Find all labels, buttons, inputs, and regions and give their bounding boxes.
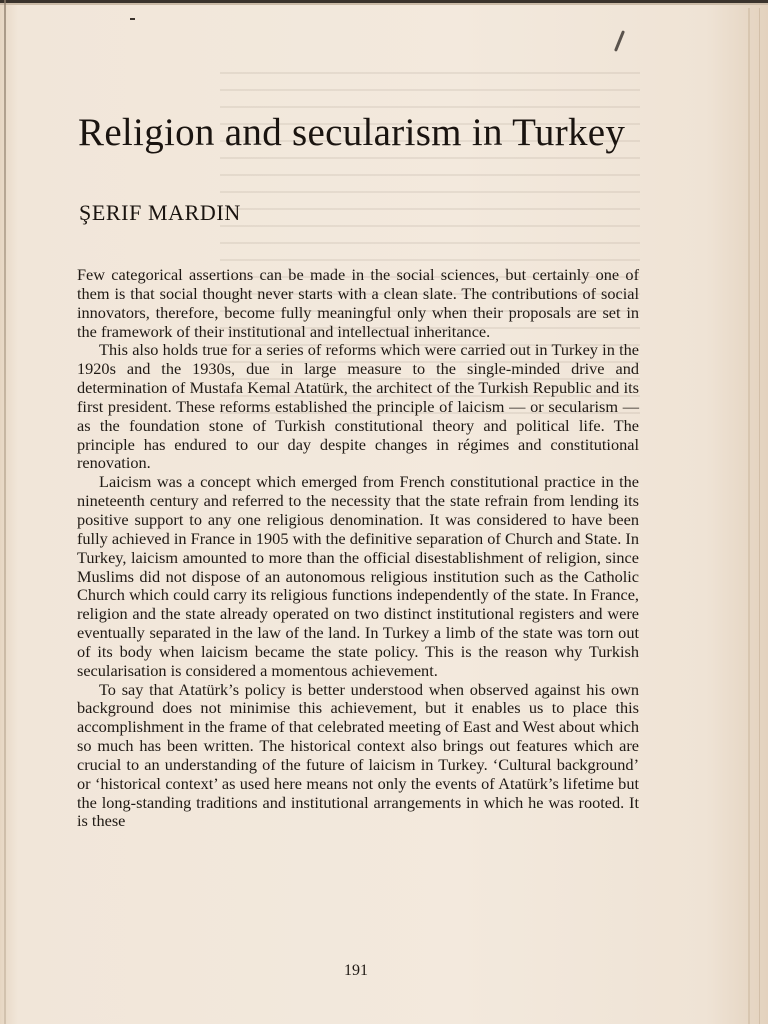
paragraph: This also holds true for a series of reforms which were carried out in Turkey in the 1920s and the 1930s, due in large measure to the single-minded drive and determination of Mustafa Kemal Atatürk, the architect of the Turkish Republic and its first president. These reforms established the principle of laicism — or secularism — as the foundation stone of Turkish constitutional theory and political life. The principle has endured to our day despite changes in régimes and constitutional renovation. <box>77 340 639 473</box>
article-title: Religion and secularism in Turkey <box>78 111 626 154</box>
page-edge-line <box>748 8 750 1024</box>
page-edge-line-outer <box>759 8 760 1024</box>
article-body <box>77 266 639 831</box>
paragraph: Few categorical assertions can be made in the social sciences, but certainly one of them is that social thought never starts with a clean slate. The contributions of social innovators, therefore, become fully meaningful only when their proposals are set in the framework of their institutional and intellectual inheritance. <box>77 265 639 341</box>
print-speck <box>130 18 135 20</box>
page-number: 191 <box>344 962 368 979</box>
article-author: ŞERIF MARDIN <box>79 200 241 225</box>
page-top-shadow <box>0 3 768 5</box>
pencil-mark <box>614 30 625 52</box>
paragraph: Laicism was a concept which emerged from French constitutional practice in the nineteenth century and referred to the necessity that the state refrain from lending its positive support to any one religious denomination. It was considered to have been fully achieved in France in 1905 with the definitive separation of Church and State. In Turkey, laicism amounted to more than the official disestablishment of religion, since Muslims did not dispose of an autonomous religious institution such as the Catholic Church which could carry its religious functions independently of the state. In France, religion and the state already operated on two distinct institutional registers and were eventually separated in the law of the land. In Turkey a limb of the state was torn out of its body when laicism became the state policy. This is the reason why Turkish secularisation is considered a momentous achievement. <box>77 472 639 680</box>
page-fold-line <box>4 0 6 1024</box>
paragraph: To say that Atatürk’s policy is better understood when observed against his own background does not minimise this achievement, but it enables us to place this accomplishment in the frame of that celebrated meeting of East and West about which so much has been written. The historical context also brings out features which are crucial to an understanding of the future of laicism in Turkey. ‘Cultural background’ or ‘historical context’ as used here means not only the events of Atatürk’s lifetime but the long-standing traditions and institutional arrangements in which he was rooted. It is these <box>77 679 639 831</box>
